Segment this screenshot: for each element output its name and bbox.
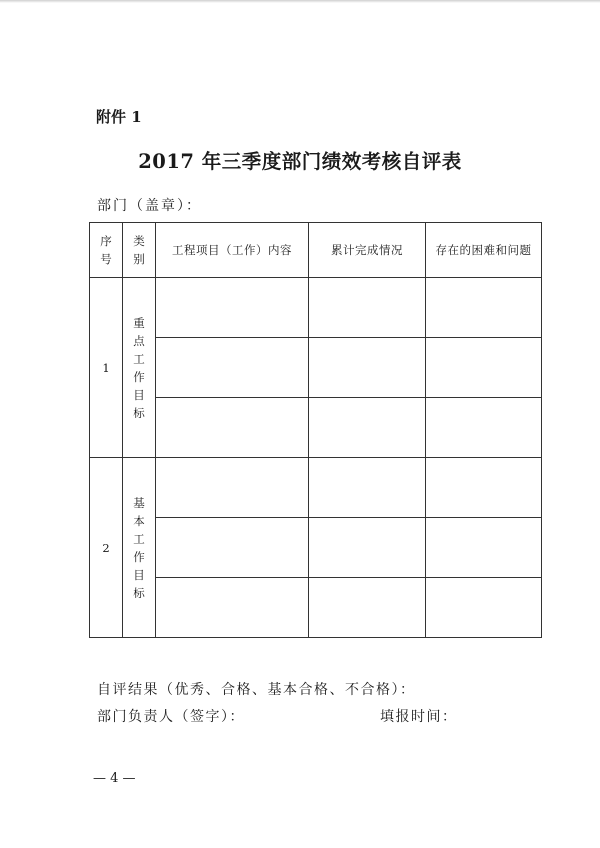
- page-number: — 4 —: [93, 771, 136, 786]
- self-evaluation-result-label: 自评结果（优秀、合格、基本合格、不合格）：: [97, 682, 416, 698]
- fill-time-label: 填报时间：: [380, 709, 458, 725]
- evaluation-table: [89, 222, 542, 638]
- difficulties-cell[interactable]: [426, 338, 542, 398]
- table-header-row: [90, 223, 542, 278]
- difficulties-cell[interactable]: [426, 518, 542, 578]
- project-cell[interactable]: [156, 278, 309, 338]
- project-cell[interactable]: [156, 458, 309, 518]
- project-cell[interactable]: [156, 338, 309, 398]
- page-top-edge: [0, 0, 600, 3]
- table-row: [90, 458, 542, 518]
- table-row: [90, 278, 542, 338]
- group-1-seq: 1: [90, 278, 123, 458]
- progress-cell[interactable]: [309, 398, 426, 458]
- header-progress: 累计完成情况: [309, 223, 426, 278]
- progress-cell[interactable]: [309, 278, 426, 338]
- project-cell[interactable]: [156, 578, 309, 638]
- difficulties-cell[interactable]: [426, 458, 542, 518]
- department-head-signature-label: 部门负责人（签字）：: [97, 709, 245, 725]
- group-2-seq: 2: [90, 458, 123, 638]
- progress-cell[interactable]: [309, 338, 426, 398]
- table-row: [90, 518, 542, 578]
- difficulties-cell[interactable]: [426, 398, 542, 458]
- progress-cell[interactable]: [309, 518, 426, 578]
- header-category: 类 别: [123, 223, 156, 278]
- difficulties-cell[interactable]: [426, 578, 542, 638]
- progress-cell[interactable]: [309, 578, 426, 638]
- department-seal-label: 部门（盖章）：: [97, 198, 202, 214]
- group-1-category: 重 点 工 作 目 标: [123, 278, 156, 458]
- header-seq: 序 号: [90, 223, 123, 278]
- table-row: [90, 338, 542, 398]
- attachment-label: 附件 1: [96, 108, 142, 126]
- progress-cell[interactable]: [309, 458, 426, 518]
- difficulties-cell[interactable]: [426, 278, 542, 338]
- project-cell[interactable]: [156, 398, 309, 458]
- group-2-category: 基 本 工 作 目 标: [123, 458, 156, 638]
- table-row: [90, 578, 542, 638]
- header-difficulties: 存在的困难和问题: [426, 223, 542, 278]
- project-cell[interactable]: [156, 518, 309, 578]
- table-row: [90, 398, 542, 458]
- header-project-content: 工程项目（工作）内容: [156, 223, 309, 278]
- document-title: 2017 年三季度部门绩效考核自评表: [138, 150, 462, 173]
